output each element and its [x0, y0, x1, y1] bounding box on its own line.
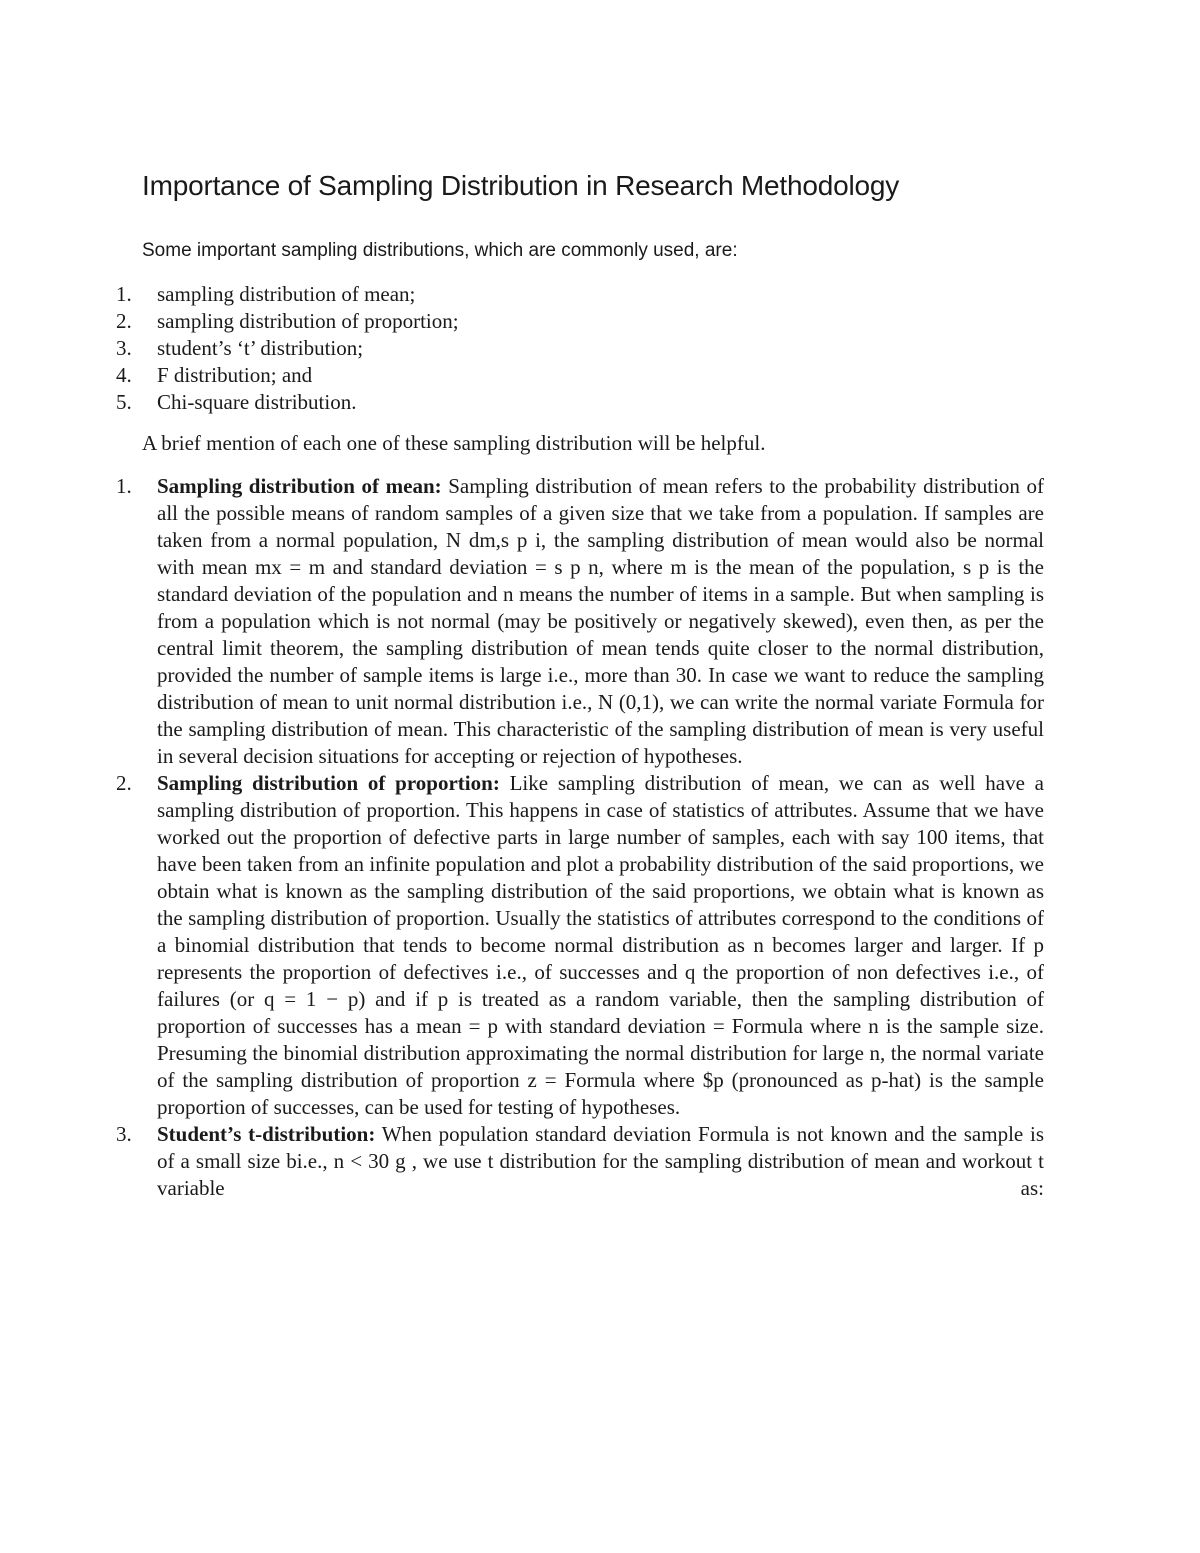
list-number: 5. [116, 390, 132, 414]
list-item-text: Chi-square distribution. [157, 390, 357, 414]
list-number: 3. [116, 336, 132, 360]
distribution-list [0, 281, 459, 416]
detail-number: 1. [116, 474, 132, 498]
list-item [0, 362, 459, 389]
detail-text: Sampling distribution of mean refers to the probability distribution of all the possible means of random samples of a given size that we take from a population. If samples are taken from a normal population, N dm,s p i, the sampling distribution of mean would also be normal with mean mx = m and standard deviation = s p n, where m is the mean of the population, s p is the standard deviation of the population and n means the number of items in a sample. But when sampling is from a population which is not normal (may be positively or negatively skewed), even then, as per the central limit theorem, the sampling distribution of mean tends quite closer to the normal distribution, provided the number of sample items is large i.e., more than 30. In case we want to reduce the sampling distribution of mean to unit normal distribution i.e., N (0,1), we can write the normal variate Formula for the sampling distribution of mean. This characteristic of the sampling distribution of mean is very useful in several decision situations for accepting or rejection of hypotheses. [157, 474, 1044, 768]
list-item-text: sampling distribution of mean; [157, 282, 416, 306]
detail-text: When population standard deviation Formula is not known and the sample is of a small size bi.e., n < 30 g , we use t distribution for the sampling distribution of mean and workout t variable as: [157, 1122, 1044, 1200]
list-item [0, 389, 459, 416]
detail-term: Sampling distribution of proportion: [157, 771, 500, 795]
list-item [0, 308, 459, 335]
list-item-text: sampling distribution of proportion; [157, 309, 459, 333]
list-item [0, 335, 459, 362]
detail-number: 3. [116, 1122, 132, 1146]
list-number: 1. [116, 282, 132, 306]
detail-item-t-distribution [0, 1121, 1044, 1202]
detail-item-proportion [0, 770, 1044, 1121]
detail-term: Student’s t-distribution: [157, 1122, 376, 1146]
detail-number: 2. [116, 771, 132, 795]
list-item-text: F distribution; and [157, 363, 313, 387]
list-number: 4. [116, 363, 132, 387]
brief-mention: A brief mention of each one of these sampling distribution will be helpful. [142, 431, 766, 455]
list-item-text: student’s ‘t’ distribution; [157, 336, 364, 360]
detail-text: Like sampling distribution of mean, we can as well have a sampling distribution of proportion. This happens in case of statistics of attributes. Assume that we have worked out the proportion of defective parts in large number of samples, each with say 100 items, that have been taken from an infinite population and plot a probability distribution of the said proportions, we obtain what is known as the sampling distribution of the said proportions, we obtain what is known as the sampling distribution of proportion. Usually the statistics of attributes correspond to the conditions of a binomial distribution that tends to become normal distribution as n becomes larger and larger. If p represents the proportion of defectives i.e., of successes and q the proportion of non defectives i.e., of failures (or q = 1 − p) and if p is treated as a random variable, then the sampling distribution of proportion of successes has a mean = p with standard deviation = Formula where n is the sample size. Presuming the binomial distribution approximating the normal distribution for large n, the normal variate of the sampling distribution of proportion z = Formula where $p (pronounced as p-hat) is the sample proportion of successes, can be used for testing of hypotheses. [157, 771, 1044, 1119]
intro-text: Some important sampling distributions, which are commonly used, are: [142, 240, 738, 261]
list-number: 2. [116, 309, 132, 333]
detail-list [0, 473, 1044, 1202]
list-item [0, 281, 459, 308]
document-title: Importance of Sampling Distribution in Research Methodology [142, 170, 900, 201]
detail-item-mean [0, 473, 1044, 770]
detail-term: Sampling distribution of mean: [157, 474, 442, 498]
